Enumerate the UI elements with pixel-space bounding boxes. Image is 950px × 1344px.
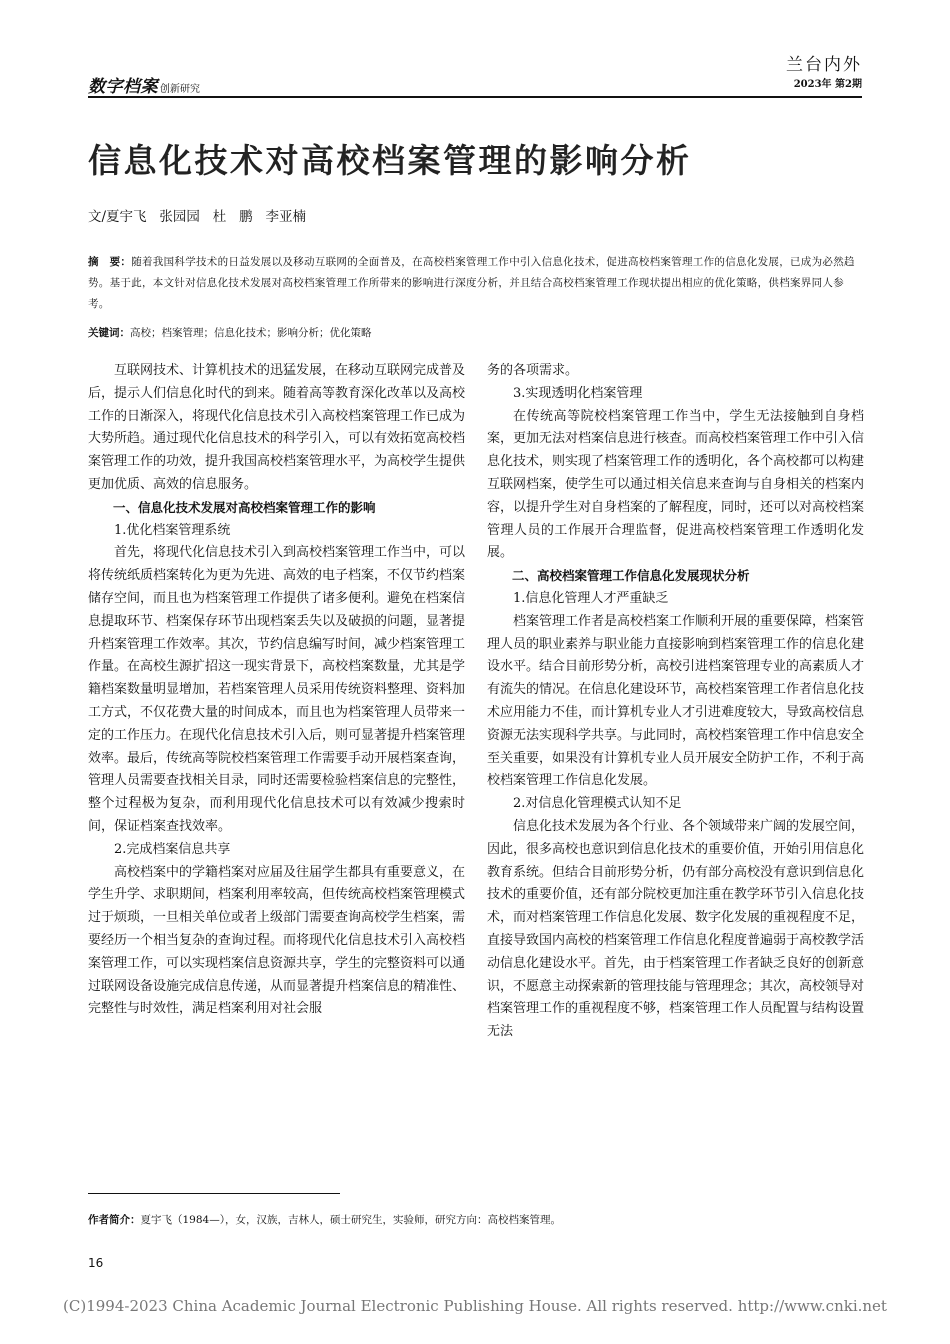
paragraph: 档案管理工作者是高校档案工作顺利开展的重要保障，档案管理人员的职业素养与职业能力直接影响到档案管理工作的信息化建设水平。结合目前形势分析，高校引进档案管理专业的高素质人才有流失的情况。在信息化建设环节，高校档案管理工作者信息化技术应用能力不佳，而计算机专业人才引进难度较大，导致高校信息资源无法实现科学共享。与此同时，高校档案管理工作中信息安全至关重要，如果没有计算机专业人员开展安全防护工作，不利于高校档案管理工作信息化发展。 [487, 613, 865, 789]
footnote-label: 作者简介： [88, 1214, 141, 1226]
paragraph-continuation: 务的各项需求。 [487, 363, 579, 378]
abstract-label: 摘 要： [88, 256, 132, 268]
keywords-text: 高校；档案管理；信息化技术；影响分析；优化策略 [130, 327, 372, 339]
keywords-label: 关键词： [88, 327, 130, 339]
section-heading: 二、高校档案管理工作信息化发展现状分析 [512, 568, 750, 584]
footnote-text: 夏宇飞（1984—），女，汉族，吉林人，硕士研究生，实验师，研究方向：高校档案管理。 [140, 1214, 561, 1226]
author-footnote [88, 1212, 561, 1227]
page-number: 16 [88, 1256, 104, 1270]
keywords [88, 323, 864, 344]
subsection-heading: 1.信息化管理人才严重缺乏 [513, 590, 669, 606]
abstract-text: 随着我国科学技术的日益发展以及移动互联网的全面普及，在高校档案管理工作中引入信息化技术，促进高校档案管理工作的信息化发展，已成为必然趋势。基于此，本文针对信息化技术发展对高校档案管理工作所带来的影响进行深度分析，并且结合高校档案管理工作现状提出相应的优化策略，供档案界同人参考。 [88, 256, 855, 310]
issue-label: 2023年 第2期 [793, 79, 862, 90]
section-name: 创新研究 [160, 84, 200, 95]
subsection-heading: 2.完成档案信息共享 [114, 841, 231, 857]
paragraph: 在传统高等院校档案管理工作当中，学生无法接触到自身档案，更加无法对档案信息进行核查。而高校档案管理工作中引入信息化技术，则实现了档案管理工作的透明化，各个高校都可以构建互联网档案，使学生可以通过相关信息来查询与自身相关的档案内容，以提升学生对自身档案的了解程度，同时，还可以对高校档案管理人员的工作展开合理监督，促进高校档案管理工作透明化发展。 [487, 408, 865, 561]
article-title: 信息化技术对高校档案管理的影响分析 [88, 141, 692, 180]
body-column-left [88, 360, 465, 1021]
subsection-heading: 2.对信息化管理模式认知不足 [513, 796, 682, 812]
section-heading: 一、信息化技术发展对高校档案管理工作的影响 [113, 499, 376, 515]
paragraph: 首先，将现代化信息技术引入到高校档案管理工作当中，可以将传统纸质档案转化为更为先进、高效的电子档案，不仅节约档案储存空间，而且也为档案管理工作提供了诸多便利。避免在档案信息提取环节、档案保存环节出现档案丢失以及破损的问题，显著提升档案管理工作效率。其次，节约信息编写时间，减少档案管理工作量。在高校生源扩招这一现实背景下，高校档案数量，尤其是学籍档案数量明显增加，若档案管理人员采用传统资料整理、资料加工方式，不仅花费大量的时间成本，而且也为档案管理人员带来一定的工作压力。在现代化信息技术引入后，则可显著提升档案管理效率。最后，传统高等院校档案管理工作需要手动开展档案查询，管理人员需要查找相关目录，同时还需要检验档案信息的完整性，整个过程极为复杂，而利用现代化信息技术可以有效减少搜索时间，保证档案查找效率。 [88, 545, 466, 834]
subsection-heading: 1.优化档案管理系统 [114, 522, 231, 538]
subsection-heading: 3.实现透明化档案管理 [513, 385, 643, 401]
footnote-divider [88, 1193, 340, 1194]
paragraph: 信息化技术发展为各个行业、各个领域带来广阔的发展空间，因此，很多高校也意识到信息化技术的重要价值，开始引用信息化教育系统。但结合目前形势分析，仍有部分高校没有意识到信息化技术的重要价值，还有部分院校更加注重在教学环节引入信息化技术，而对档案管理工作信息化发展、数字化发展的重视程度不足，直接导致国内高校的档案管理工作信息化程度普遍弱于高校教学活动信息化建设水平。首先，由于档案管理工作者缺乏良好的创新意识，不愿意主动探索新的管理技能与管理理念；其次，高校领导对档案管理工作的重视程度不够，档案管理工作人员配置与结构设置无法 [487, 818, 865, 1040]
journal-logo-text: 数字档案 [88, 77, 158, 97]
paragraph: 互联网技术、计算机技术的迅猛发展，在移动互联网完成普及后，提示人们信息化时代的到来。随着高等教育深化改革以及高校工作的日渐深入，将现代化信息技术引入高校档案管理工作已成为大势所趋。通过现代化信息技术的科学引入，可以有效拓宽高校档案管理工作的功效，提升我国高校档案管理水平，为高校学生提供更加优质、高效的信息服务。 [88, 363, 466, 492]
paragraph: 高校档案中的学籍档案对应届及往届学生都具有重要意义，在学生升学、求职期间，档案利用率较高，但传统高校档案管理模式过于烦琐，一旦相关单位或者上级部门需要查询高校学生档案，需要经历一个相当复杂的查询过程。而将现代化信息技术引入高校档案管理工作，可以实现档案信息资源共享，学生的完整资料可以通过联网设备设施完成信息传递，从而显著提升档案信息的精准性、完整性与时效性，满足档案利用对社会服 [88, 864, 466, 1017]
copyright-notice: (C)1994-2023 China Academic Journal Electronic Publishing House. All rights reserved. http://www.cnki.net [63, 1297, 887, 1315]
body-column-right [487, 360, 864, 1044]
header-divider [88, 96, 862, 98]
abstract [88, 252, 864, 315]
column-title: 兰台内外 [786, 55, 862, 75]
article-authors: 文/夏宇飞 张园园 杜 鹏 李亚楠 [88, 209, 307, 225]
journal-logo [88, 72, 200, 97]
